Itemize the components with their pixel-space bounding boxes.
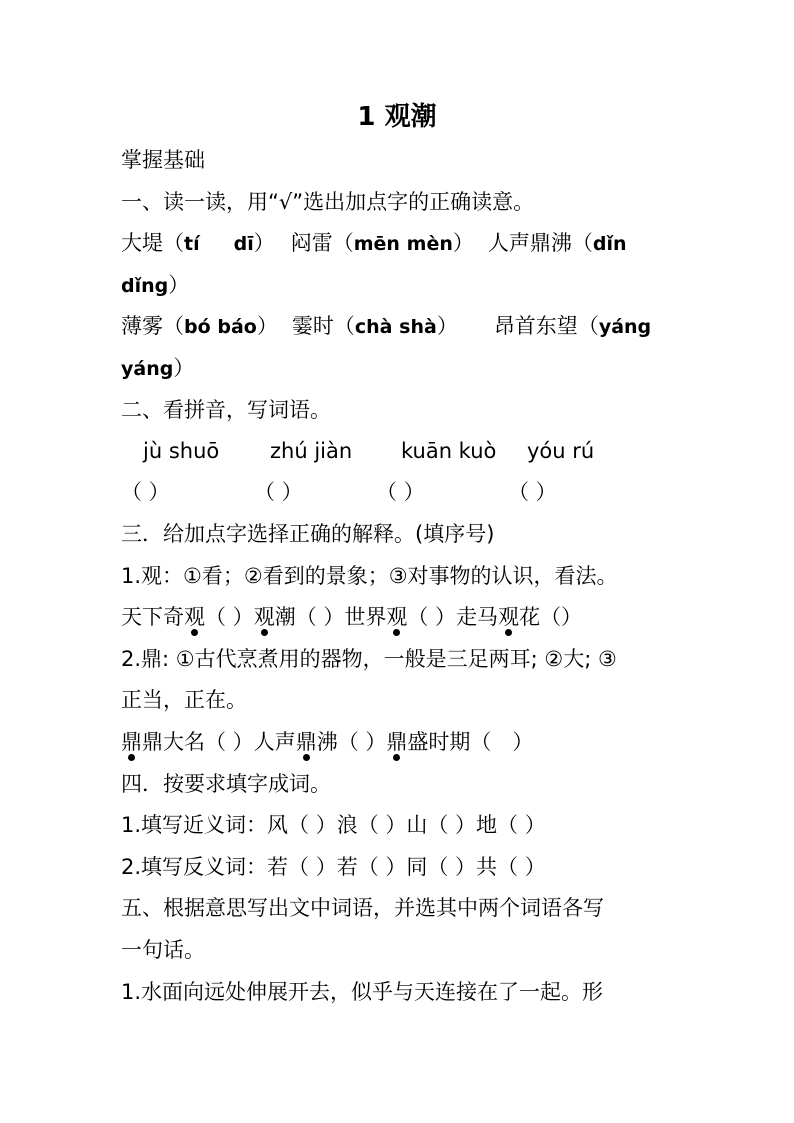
emphasis-char: 鼎 — [386, 730, 408, 754]
q1-option: chà — [354, 316, 393, 338]
q1-option: tí — [184, 233, 200, 255]
q1-option: yáng — [121, 358, 174, 380]
q1-option: dǐn — [592, 233, 627, 255]
emphasis-char: 观 — [386, 605, 408, 629]
q3-item1-words: 天下奇观（ ）观潮（ ）世界观（ ）走马观花（） — [121, 605, 583, 629]
q3-word: 观潮 — [253, 605, 296, 629]
q4-heading: 四．按要求填字成词。 — [121, 772, 331, 796]
answer-paren[interactable]: （ ） — [295, 605, 345, 629]
q3-item2-words: 鼎鼎大名（ ）人声鼎沸（ ）鼎盛时期（ ） — [121, 730, 534, 754]
q1-option: shà — [399, 316, 437, 338]
q1-row-2-wrap: yáng） — [121, 356, 195, 380]
q5-heading-1: 五、根据意思写出文中词语，并选其中两个词语各写 — [121, 896, 604, 920]
q3-heading: 三．给加点字选择正确的解释。(填序号) — [121, 522, 495, 546]
q1-word-4: 薄雾 — [121, 314, 163, 338]
q3-word: 鼎鼎大名 — [121, 730, 205, 754]
q1-option: dī — [233, 233, 254, 255]
q3-word: 走马观花 — [456, 605, 541, 629]
q2-pinyin-4: yóu rú — [527, 439, 595, 463]
q2-pinyin-1: jù shuō — [143, 439, 220, 463]
q1-word-1: 大堤 — [121, 231, 163, 255]
q5-heading-2: 一句话。 — [121, 938, 205, 962]
section-basic: 掌握基础 — [121, 148, 205, 172]
q1-row-2: 薄雾（bó báo） 霎时（chà shà） 昂首东望（yáng — [121, 314, 652, 338]
q2-blank[interactable]: （ ） — [254, 480, 303, 504]
q1-option: mèn — [406, 233, 453, 255]
answer-paren[interactable]: （ ） — [337, 730, 387, 754]
q1-word-6: 昂首东望 — [493, 314, 578, 338]
page-title: 1 观潮 — [357, 102, 437, 132]
q1-option: mēn — [353, 233, 400, 255]
q4-item2: 2.填写反义词：若（ ）若（ ）同（ ）共（ ） — [121, 855, 546, 879]
q5-item1: 1.水面向远处伸展开去，似乎与天连接在了一起。形 — [121, 980, 604, 1004]
q3-item2-def-2: 正当，正在。 — [121, 688, 247, 712]
q3-word: 天下奇观 — [121, 605, 205, 629]
q1-word-3: 人声鼎沸 — [487, 231, 572, 255]
emphasis-char: 观 — [498, 605, 520, 629]
q2-pinyin-3: kuān kuò — [401, 439, 497, 463]
emphasis-char: 鼎 — [121, 730, 142, 754]
q1-row-1-wrap: dǐng） — [121, 273, 190, 297]
emphasis-char: 观 — [184, 605, 205, 629]
q3-item2-def-1: 2.鼎: ①古代烹煮用的器物，一般是三足两耳; ②大; ③ — [121, 647, 617, 671]
q1-heading: 一、读一读，用“√”选出加点字的正确读意。 — [121, 190, 535, 214]
emphasis-char: 观 — [253, 605, 275, 629]
q1-option: bó — [184, 316, 211, 338]
q1-word-2: 闷雷 — [290, 231, 333, 255]
q3-word: 人声鼎沸 — [253, 730, 338, 754]
q2-heading: 二、看拼音，写词语。 — [121, 398, 331, 422]
q4-item1: 1.填写近义词：风（ ）浪（ ）山（ ）地（ ） — [121, 813, 546, 837]
q2-pinyin-2: zhú jiàn — [270, 439, 353, 463]
q3-item1-def: 1.观：①看；②看到的景象；③对事物的认识，看法。 — [121, 564, 618, 588]
answer-paren[interactable]: （ ） — [205, 605, 254, 629]
q2-blank[interactable]: （ ） — [508, 480, 557, 504]
emphasis-char: 鼎 — [295, 730, 317, 754]
q1-option: yáng — [598, 316, 652, 338]
q1-word-5: 霎时 — [291, 314, 334, 338]
q1-row-1: 大堤（tí dī） 闷雷（mēn mèn） 人声鼎沸（dǐn — [121, 231, 627, 255]
q1-option: dǐng — [121, 275, 169, 297]
answer-paren[interactable]: （ ） — [205, 730, 254, 754]
q3-word: 世界观 — [344, 605, 408, 629]
q2-blank[interactable]: （ ） — [121, 480, 170, 504]
answer-paren[interactable]: （ ） — [407, 605, 457, 629]
q1-option: báo — [217, 316, 257, 338]
q2-blank[interactable]: （ ） — [376, 480, 425, 504]
q3-word: 鼎盛时期 — [386, 730, 471, 754]
